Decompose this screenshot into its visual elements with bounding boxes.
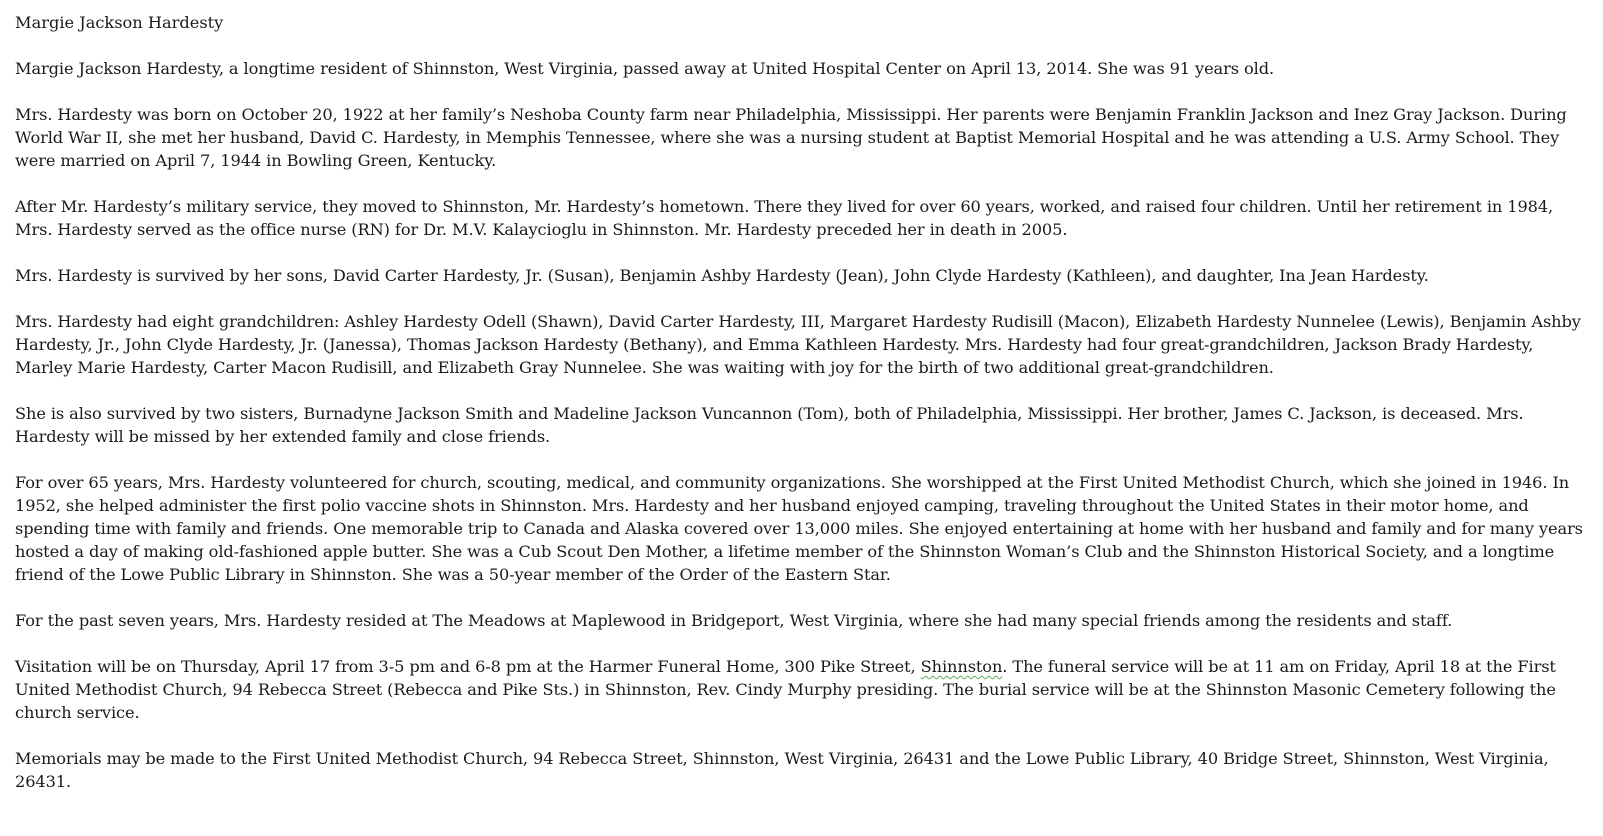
paragraph-visitation <box>15 655 1591 724</box>
paragraph-death-notice: Margie Jackson Hardesty, a longtime resident of Shinnston, West Virginia, passed away at United Hospital Center on April 13, 2014. She was 91 years old. <box>15 59 1275 78</box>
paragraph-career: After Mr. Hardesty’s military service, they moved to Shinnston, Mr. Hardesty’s hometown. There they lived for over 60 years, worked, and raised four children. Until her retirement in 1984, Mrs. Hardesty served as the office nurse (RN) for Dr. M.V. Kalaycioglu in Shinnston. Mr. Hardesty preceded her in death in 2005. <box>15 197 1554 239</box>
paragraph-early-life: Mrs. Hardesty was born on October 20, 1922 at her family’s Neshoba County farm near Philadelphia, Mississippi. Her parents were Benjamin Franklin Jackson and Inez Gray Jackson. During World War II, she met her husband, David C. Hardesty, in Memphis Tennessee, where she was a nursing student at Baptist Memorial Hospital and he was attending a U.S. Army School. They were married on April 7, 1944 in Bowling Green, Kentucky. <box>15 105 1567 170</box>
spellcheck-flagged-word[interactable]: Shinnston <box>920 657 1003 676</box>
paragraph-volunteering: For over 65 years, Mrs. Hardesty volunteered for church, scouting, medical, and community organizations. She worshipped at the First United Methodist Church, which she joined in 1946. In 1952, she helped administer the first polio vaccine shots in Shinnston. Mrs. Hardesty and her husband enjoyed camping, traveling throughout the United States in their motor home, and spending time with family and friends. One memorable trip to Canada and Alaska covered over 13,000 miles. She enjoyed entertaining at home with her husband and family and for many years hosted a day of making old-fashioned apple butter. She was a Cub Scout Den Mother, a lifetime member of the Shinnston Woman’s Club and the Shinnston Historical Society, and a longtime friend of the Lowe Public Library in Shinnston. She was a 50-year member of the Order of the Eastern Star. <box>15 473 1583 584</box>
paragraph-grandchildren: Mrs. Hardesty had eight grandchildren: Ashley Hardesty Odell (Shawn), David Carter Hardesty, III, Margaret Hardesty Rudisill (Macon), Elizabeth Hardesty Nunnelee (Lewis), Benjamin Ashby Hardesty, Jr., John Clyde Hardesty, Jr. (Janessa), Thomas Jackson Hardesty (Bethany), and Emma Kathleen Hardesty. Mrs. Hardesty had four great-grandchildren, Jackson Brady Hardesty, Marley Marie Hardesty, Carter Macon Rudisill, and Elizabeth Gray Nunnelee. She was waiting with joy for the birth of two additional great-grandchildren. <box>15 312 1581 377</box>
paragraph-children: Mrs. Hardesty is survived by her sons, David Carter Hardesty, Jr. (Susan), Benjamin Ashby Hardesty (Jean), John Clyde Hardesty (Kathleen), and daughter, Ina Jean Hardesty. <box>15 266 1429 285</box>
paragraph-residence: For the past seven years, Mrs. Hardesty resided at The Meadows at Maplewood in Bridgeport, West Virginia, where she had many special friends among the residents and staff. <box>15 611 1453 630</box>
document-title: Margie Jackson Hardesty <box>15 13 224 32</box>
paragraph-memorials: Memorials may be made to the First United Methodist Church, 94 Rebecca Street, Shinnston, West Virginia, 26431 and the Lowe Public Library, 40 Bridge Street, Shinnston, West Virginia, 26431. <box>15 749 1549 791</box>
visitation-text-after: . The funeral service will be at 11 am on Friday, April 18 at the First United Methodist Church, 94 Rebecca Street (Rebecca and Pike Sts.) in Shinnston, Rev. Cindy Murphy presiding. The burial service will be at the Shinnston Masonic Cemetery following the church service. <box>15 657 1556 722</box>
visitation-text-before: Visitation will be on Thursday, April 17 from 3-5 pm and 6-8 pm at the Harmer Funeral Home, 300 Pike Street, <box>15 657 921 676</box>
paragraph-siblings: She is also survived by two sisters, Burnadyne Jackson Smith and Madeline Jackson Vuncannon (Tom), both of Philadelphia, Mississippi. Her brother, James C. Jackson, is deceased. Mrs. Hardesty will be missed by her extended family and close friends. <box>15 404 1524 446</box>
